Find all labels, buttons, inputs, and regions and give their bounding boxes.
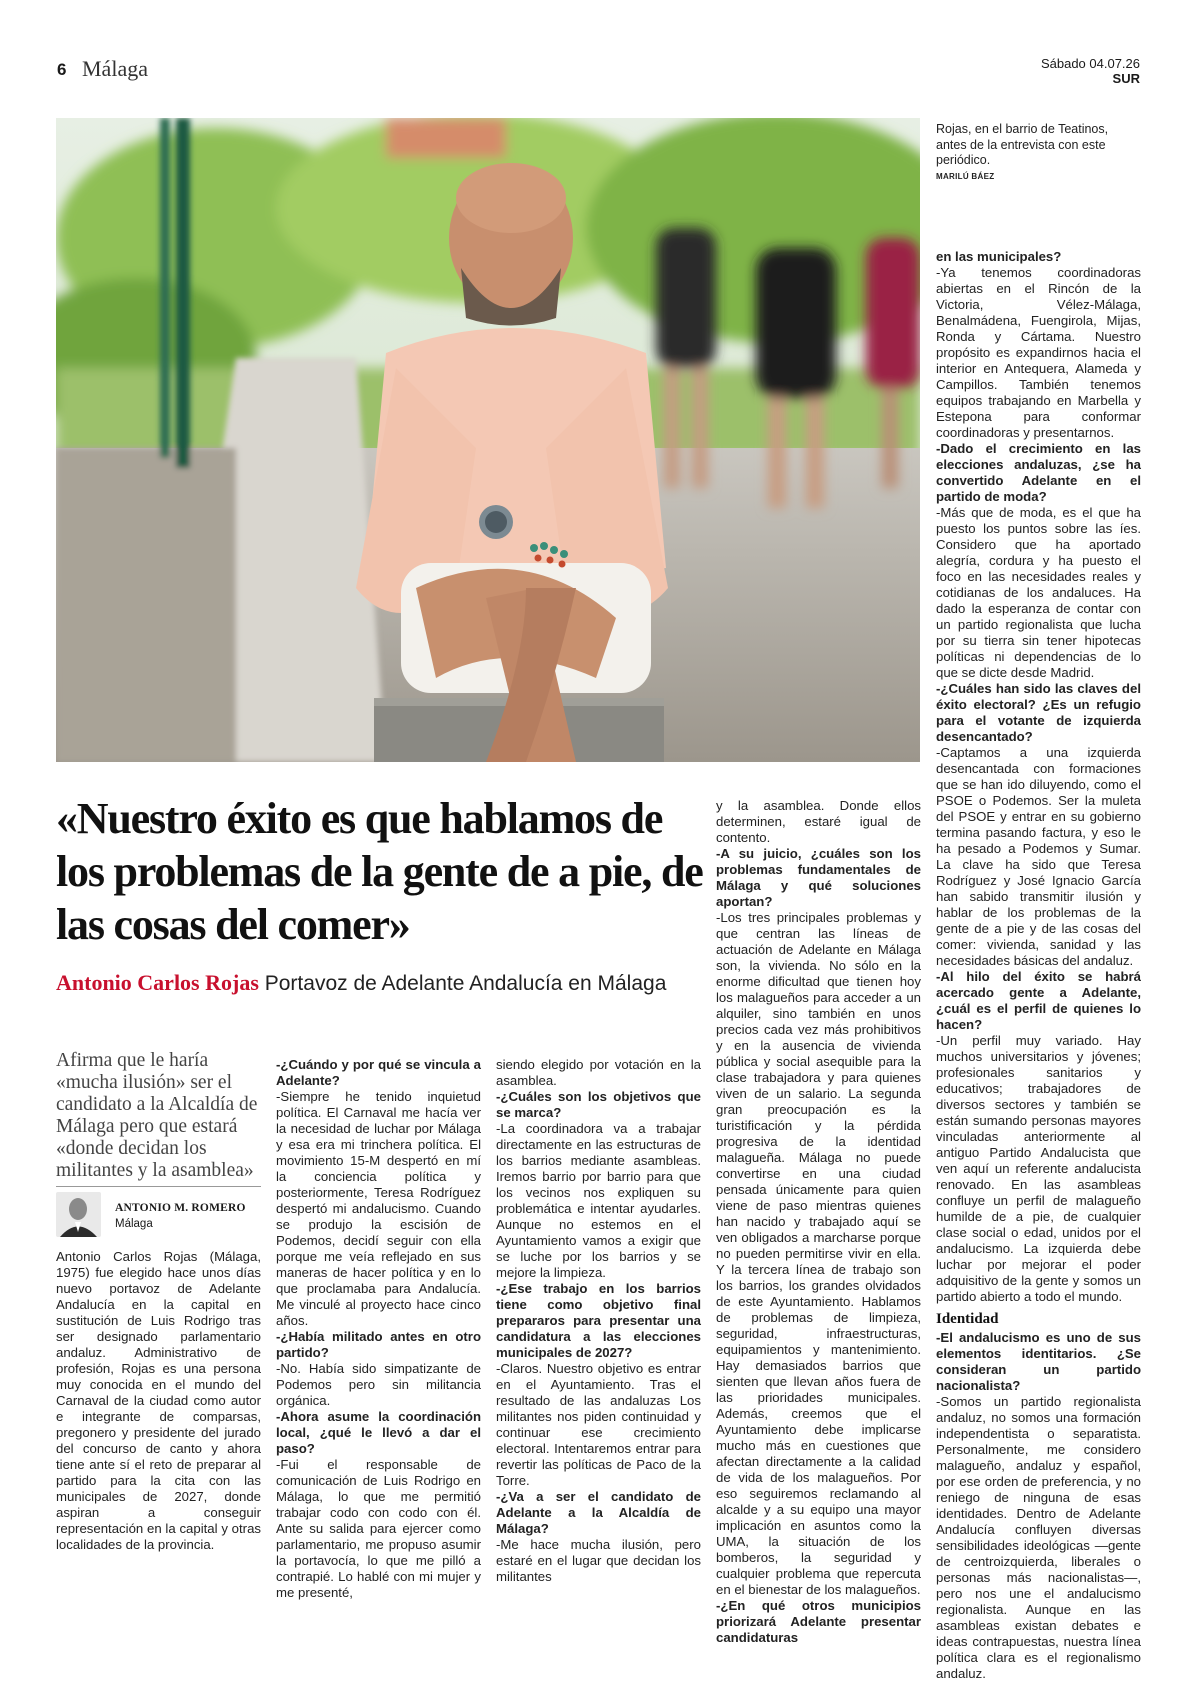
photo-credit: MARILÚ BÁEZ [936, 171, 995, 181]
section-name: Málaga [82, 56, 148, 81]
headline: «Nuestro éxito es que hablamos de los problemas de la gente de a pie, de las cosas del comer» [56, 794, 703, 949]
question: -Ahora asume la coordinación local, ¿qué le llevó a dar el paso? [276, 1409, 481, 1456]
divider [56, 1186, 261, 1187]
author-city: Málaga [115, 1218, 153, 1230]
answer: -Fui el responsable de comunicación de Luis Rodrigo en Málaga, lo que me permitió trabajar codo con codo con él. Ante su salida para ejercer como parlamentario, me propuso asumir la portavocía, lo que me pilló a contrapié. Lo hablé con mi mujer y me presenté, [276, 1457, 481, 1600]
answer: -No. Había sido simpatizante de Podemos pero sin militancia orgánica. [276, 1361, 481, 1408]
question: -¿Va a ser el candidato de Adelante a la Alcaldía de Málaga? [496, 1489, 701, 1536]
article-column-2 [276, 1057, 481, 1601]
question: -¿Cuándo y por qué se vincula a Adelante? [276, 1057, 481, 1088]
question: -¿Cuáles han sido las claves del éxito electoral? ¿Es un refugio para el votante de izquierda desencantado? [936, 681, 1141, 744]
article-column-5 [936, 249, 1141, 1682]
issue-date: Sábado 04.07.26 [1040, 56, 1140, 71]
question: -Al hilo del éxito se habrá acercado gente a Adelante, ¿cuál es el perfil de quienes lo hacen? [936, 969, 1141, 1032]
article-column-1 [56, 1249, 261, 1553]
answer: -La coordinadora va a trabajar directamente en las estructuras de los barrios mediante asambleas. Iremos barrio por barrio para que los vecinos nos expliquen su problemática e intentar ayudarles. Aunque no estemos en el Ayuntamiento vamos a exigir que se luche por los barrios y se mejore la limpieza. [496, 1121, 701, 1280]
question: -¿Había militado antes en otro partido? [276, 1329, 481, 1360]
interviewee-photo [56, 118, 920, 762]
answer: -Me hace mucha ilusión, pero estaré en el lugar que decidan los militantes [496, 1537, 701, 1584]
question: -Dado el crecimiento en las elecciones andaluzas, ¿se ha convertido Adelante en el partido de moda? [936, 441, 1141, 504]
answer: -Somos un partido regionalista andaluz, no somos una formación independentista o separatista. Personalmente, me considero malagueño, andaluz y español, por ese orden de preferencia, y no reniego de ninguna de esas identidades. Dentro de Adelante Andalucía confluyen diversas sensibilidades ideológicas —gente de centroizquierda, liberales o personas más nacionalistas—, pero nos une el andalucismo regionalista. Aunque en las asambleas existan debates e ideas contrapuestas, nuestra línea política clara es el regionalismo andaluz. [936, 1394, 1141, 1681]
question: -El andalucismo es uno de sus elementos identitarios. ¿Se consideran un partido nacionalista? [936, 1330, 1141, 1393]
answer: -Los tres principales problemas y que centran las líneas de actuación de Adelante en Málaga son, la vivienda. No sólo en la enorme dificultad que tienen hoy los malagueños para acceder a un alquiler, sino también en unos precios cada vez más prohibitivos y en la ausencia de vivienda pública y social asequible para la clase trabajadora y para quienes viven de un salario. La segunda gran preocupación es la turistificación y la pérdida progresiva de la identidad malagueña. Málaga no puede convertirse en una ciudad pensada únicamente para quien viene de paso mientras quienes han nacido y trabajado aquí se ven obligados a marcharse porque no pueden permitirse vivir en ella. Y la tercera línea de trabajo son los barrios, los grandes olvidados de este Ayuntamiento. Hablamos de problemas de limpieza, seguridad, infraestructuras, equipamientos y mantenimiento. Hay demasiados barrios que sienten que llevan años fuera de las prioridades municipales. Además, creemos que el Ayuntamiento debe implicarse mucho más en cuestiones que afectan directamente a la calidad de vida de los malagueños. Por eso seguiremos reclamando al alcalde y a su equipo una mayor implicación en asuntos como la UMA, la situación de los bomberos, la seguridad y cualquier problema que repercuta en el bienestar de los malagueños. [716, 910, 921, 1597]
paragraph: Antonio Carlos Rojas (Málaga, 1975) fue elegido hace unos días nuevo portavoz de Adelante Andalucía en la capital en sustitución de Luis Rodrigo tras ser designado parlamentario andaluz. Administrativo de profesión, Rojas es una persona muy conocida en el mundo del Carnaval de la ciudad como autor e integrante de comparsas, pregonero y presidente del jurado del concurso de canto y ahora tiene ante sí el reto de preparar al partido para la cita con las municipales de 2027, donde aspiran a conseguir representación en la capital y otras localidades de la provincia. [56, 1249, 261, 1552]
question: -¿En qué otros municipios priorizará Adelante presentar candidaturas [716, 1598, 921, 1645]
photo-caption [936, 122, 1141, 181]
article-column-4 [716, 798, 921, 1646]
answer: -Claros. Nuestro objetivo es entrar en el Ayuntamiento. Tras el resultado de las andaluzas Los militantes nos piden continuidad y continuar ese crecimiento electoral. Intentaremos entrar para revertir las políticas de Paco de la Torre. [496, 1361, 701, 1488]
masthead-date [1041, 56, 1140, 86]
question: en las municipales? [936, 249, 1062, 264]
question: -¿Ese trabajo en los barrios tiene como objetivo final prepararos para presentar una candidatura a las elecciones municipales de 2027? [496, 1281, 701, 1360]
subheading: Identidad [936, 1311, 999, 1327]
article-column-3 [496, 1057, 701, 1585]
answer: -Captamos a una izquierda desencantada con formaciones que se han ido diluyendo, como el PSOE o Podemos. Ser la muleta del PSOE y entrar en su gobierno termina pasando factura, y eso le ha pesado a Podemos y Sumar. La clave ha sido que Teresa Rodríguez y José Ignacio García han sabido transmitir ilusión y hablar de los problemas de la gente de a pie y de las cosas del comer: vivienda, sanidad y las necesidades básicas del andaluz. [936, 745, 1141, 968]
interviewee-name: Antonio Carlos Rojas [56, 970, 259, 995]
author-avatar [56, 1192, 101, 1237]
answer: -Un perfil muy variado. Hay muchos universitarios y jóvenes; profesionales sanitarios y educativos; trabajadores de diversos sectores y también se están sumando personas mayores vinculadas anteriormente al antiguo Partido Andalucista que ven aquí un referente andalucista renovado. En las asambleas confluye un perfil de malagueño humilde de a pie, de cualquier clase social o edad, unidos por el andalucismo. La izquierda debe luchar por mejorar el poder adquisitivo de la gente y somos un partido abierto a todo el mundo. [936, 1033, 1141, 1304]
answer: -Más que de moda, es el que ha puesto los puntos sobre las íes. Considero que ha aportado alegría, cordura y ha puesto el foco en las necesidades reales y cotidianas de los andaluces. Ha dado la esperanza de contar con un partido regionalista que lucha por su tierra sin tener hipotecas políticas ni dependencias de lo que se dicte desde Madrid. [936, 505, 1141, 680]
interviewee-role: Portavoz de Adelante Andalucía en Málaga [264, 972, 667, 995]
lead-paragraph: Afirma que le haría «mucha ilusión» ser el candidato a la Alcaldía de Málaga pero que estará «donde decidan los militantes y la asamblea» [56, 1050, 258, 1181]
question: -A su juicio, ¿cuáles son los problemas fundamentales de Málaga y qué soluciones aportan? [716, 846, 921, 909]
publication-name: SUR [1112, 71, 1140, 86]
author-portrait-icon [56, 1192, 101, 1237]
caption-text: Rojas, en el barrio de Teatinos, antes de la entrevista con este periódico. [936, 122, 1109, 167]
page-number: 6 [57, 60, 67, 79]
byline [56, 970, 696, 997]
answer: siendo elegido por votación en la asamblea. [496, 1057, 701, 1088]
answer: -Ya tenemos coordinadoras abiertas en el Rincón de la Victoria, Vélez-Málaga, Benalmádena, Fuengirola, Mijas, Ronda y Cártama. Nuestro propósito es expandirnos hacia el interior en Antequera, Alameda y Campillos. También tenemos equipos trabajando en Marbella y Estepona para conformar coordinadoras y presentarnos. [936, 265, 1141, 440]
question: -¿Cuáles son los objetivos que se marca? [496, 1089, 701, 1120]
main-photo [56, 118, 920, 762]
answer: -Siempre he tenido inquietud política. El Carnaval me hacía ver la necesidad de luchar por Málaga y esa era mi trinchera política. El movimiento 15-M despertó en mí la conciencia política y posteriormente, Teresa Rodríguez despertó mi andalucismo. Cuando se produjo la escisión de Podemos, decidí seguir con ella porque me veía reflejado en sus maneras de hacer política y en lo que proclamaba para Andalucía. Me vinculé al proyecto hace cinco años. [276, 1089, 481, 1328]
answer: y la asamblea. Donde ellos determinen, estaré igual de contento. [716, 798, 921, 845]
author-name: ANTONIO M. ROMERO [115, 1202, 246, 1214]
